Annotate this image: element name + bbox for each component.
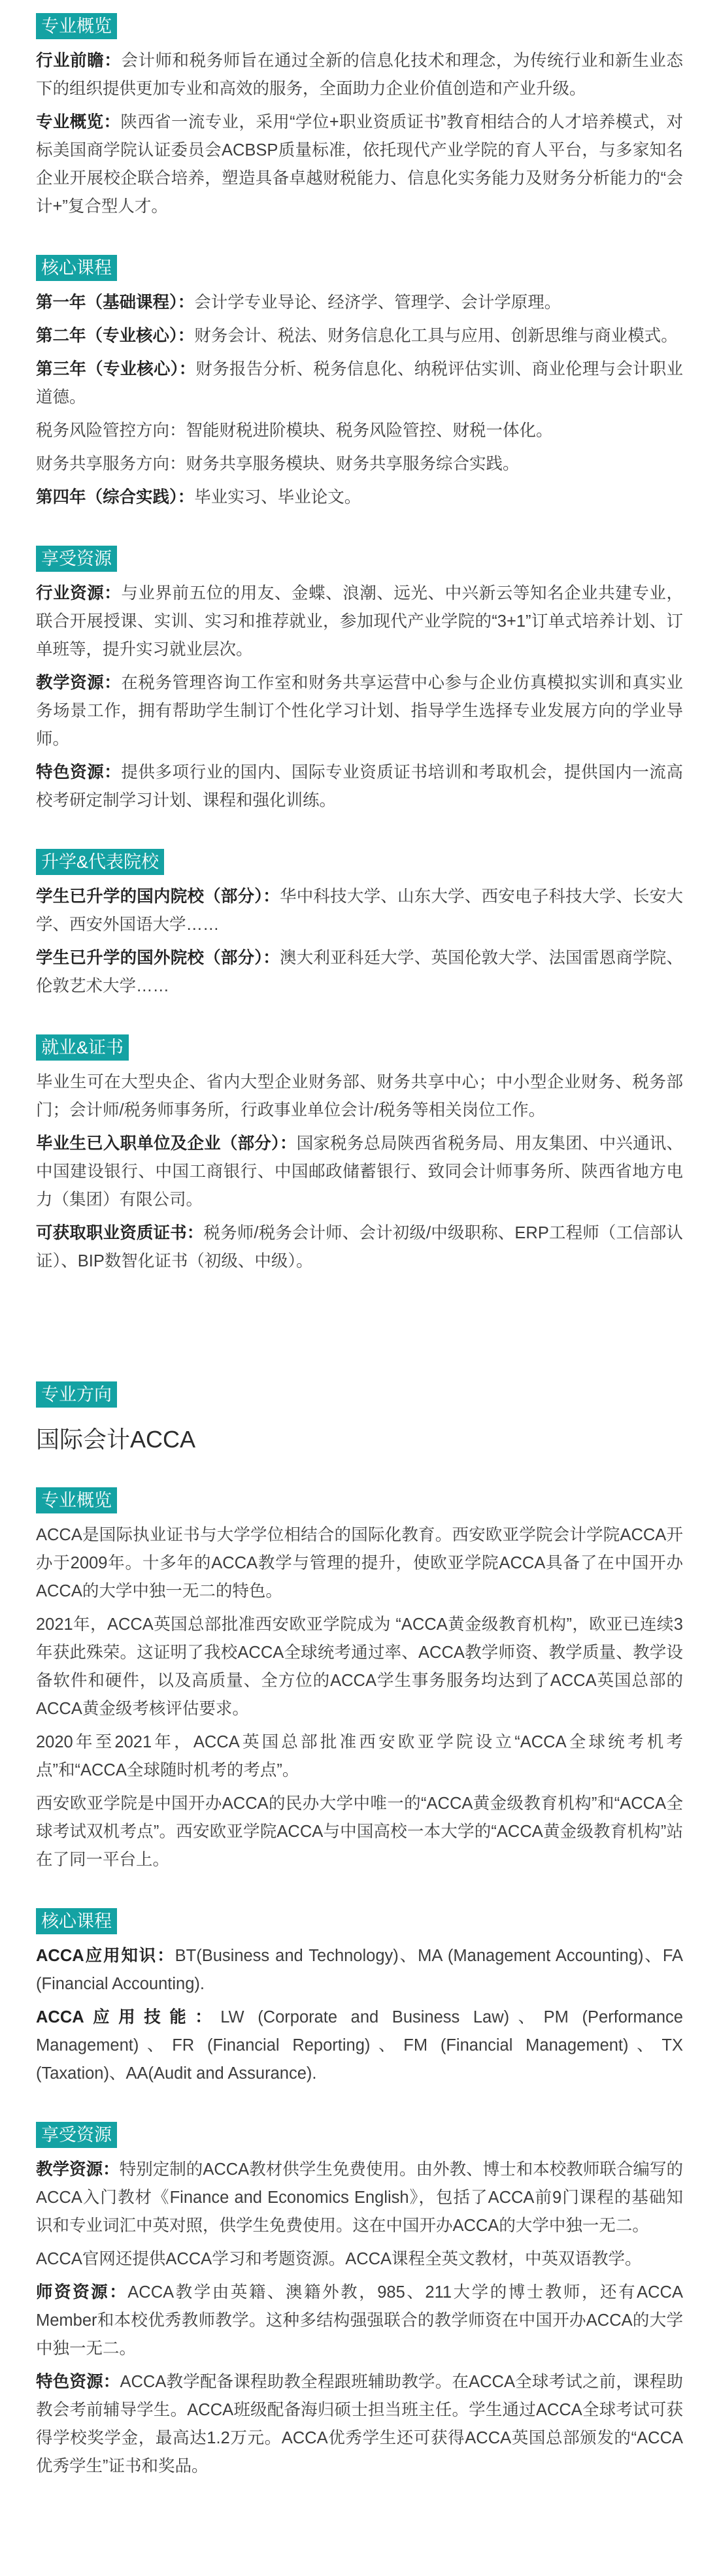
paragraph [36, 322, 683, 350]
text: 华中科技大学、山东大学、西安电子科技大学、长安大学、西安外国语大学…… [36, 887, 683, 934]
text: 与业界前五位的用友、金蝶、浪潮、远光、中兴新云等知名企业共建专业，联合开展授课、实训、实习和推荐就业，参加现代产业学院的“3+1”订单式培养计划、订单班等，提升实习就业层次。 [36, 584, 683, 659]
page-title: 国际会计ACCA [36, 1426, 196, 1453]
section-tag: 核心课程 [36, 255, 117, 281]
direction-header [36, 1381, 683, 1456]
paragraph: 毕业生可在大型央企、省内大型企业财务部、财务共享中心；中小型企业财务、税务部门；会计师/税务师事务所，行政事业单位会计/税务等相关岗位工作。 [36, 1073, 683, 1119]
text: 会计学专业导论、经济学、管理学、会计学原理。 [194, 293, 561, 312]
text: LW (Corporate and Business Law)、PM (Performance Management)、FR (Financial Reporting)、FM (Financial Management)、TX (Taxation)、AA(Audit and Assurance). [36, 2008, 683, 2083]
label: 教学资源： [36, 2160, 120, 2179]
label: 教学资源： [36, 674, 122, 692]
paragraph: 2021年，ACCA英国总部批准西安欧亚学院成为 “ACCA黄金级教育机构”，欧亚已连续3年获此殊荣。这证明了我校ACCA全球统考通过率、ACCA教学师资、教学质量、教学设备软件和硬件，以及高质量、全方位的ACCA学生事务服务均达到了ACCA英国总部的ACCA黄金级考核评估要求。 [36, 1615, 683, 1718]
paragraph: ACCA官网还提供ACCA学习和考题资源。ACCA课程全英文教材，中英双语教学。 [36, 2250, 642, 2268]
paragraph [36, 108, 683, 221]
text: 澳大利亚科廷大学、英国伦敦大学、法国雷恩商学院、伦敦艺术大学…… [36, 949, 683, 995]
paragraph [36, 484, 683, 512]
label: 行业资源： [36, 584, 122, 603]
text: ACCA教学由英籍、澳籍外教，985、211大学的博士教师，还有ACCA Member和本校优秀教师教学。这种多结构强强联合的教学师资在中国开办ACCA的大学中独一无二。 [36, 2283, 683, 2358]
section-tag: 专业概览 [36, 13, 117, 39]
paragraph [36, 669, 683, 753]
paragraph: 税务风险管控方向：智能财税进阶模块、税务风险管控、财税一体化。 [36, 421, 553, 440]
paragraph [36, 2368, 683, 2481]
paragraph: 西安欧亚学院是中国开办ACCA的民办大学中唯一的“ACCA黄金级教育机构”和“ACCA全球考试双机考点”。西安欧亚学院ACCA与中国高校一本大学的“ACCA黄金级教育机构”站在了同一平台上。 [36, 1794, 683, 1869]
label: 学生已升学的国内院校（部分）： [36, 887, 280, 906]
section-acca-courses [36, 1908, 683, 2088]
paragraph [36, 289, 683, 317]
label: 第四年（综合实践）： [36, 488, 195, 506]
paragraph [36, 759, 683, 815]
section-overview [36, 13, 683, 221]
section-tag: 核心课程 [36, 1908, 117, 1934]
text: 陕西省一流专业，采用“学位+职业资质证书”教育相结合的人才培养模式，对标美国商学院认证委员会ACBSP质量标准，依托现代产业学院的育人平台，与多家知名企业开展校企联合培养，塑造具备卓越财税能力、信息化实务能力及财务分析能力的“会计+”复合型人才。 [36, 113, 683, 216]
text: 毕业实习、毕业论文。 [194, 488, 361, 506]
label: 学生已升学的国外院校（部分）： [36, 949, 280, 967]
text: 特别定制的ACCA教材供学生免费使用。由外教、博士和本校教师联合编写的ACCA入门教材《Finance and Economics English》，包括了ACCA前9门课程的基础知识和专业词汇中英对照，供学生免费使用。这在中国开办ACCA的大学中独一无二。 [36, 2160, 683, 2235]
text: 提供多项行业的国内、国际专业资质证书培训和考取机会，提供国内一流高校考研定制学习计划、课程和强化训练。 [36, 763, 683, 810]
section-acca-overview [36, 1487, 683, 1874]
paragraph [36, 944, 683, 1000]
section-resources [36, 546, 683, 815]
text: 财务报告分析、税务信息化、纳税评估实训、商业伦理与会计职业道德。 [36, 360, 683, 406]
paragraph: ACCA是国际执业证书与大学学位相结合的国际化教育。西安欧亚学院会计学院ACCA开办于2009年。十多年的ACCA教学与管理的提升，使欧亚学院ACCA具备了在中国开办ACCA的大学中独一无二的特色。 [36, 1526, 683, 1600]
paragraph [36, 355, 683, 412]
paragraph [36, 2004, 683, 2088]
paragraph [36, 1942, 683, 1998]
label: 第二年（专业核心）： [36, 327, 195, 345]
text: ACCA教学配备课程助教全程跟班辅助教学。在ACCA全球考试之前，课程助教会考前辅导学生。ACCA班级配备海归硕士担当班主任。学生通过ACCA全球考试可获得学校奖学金，最高达1.2万元。ACCA优秀学生还可获得ACCA英国总部颁发的“ACCA优秀学生”证书和奖品。 [36, 2373, 683, 2475]
label: 师资资源： [36, 2283, 128, 2302]
section-employment [36, 1034, 683, 1276]
paragraph [36, 1219, 683, 1276]
text: 税务师/税务会计师、会计初级/中级职称、ERP工程师（工信部认证）、BIP数智化证书（初级、中级）。 [36, 1224, 683, 1270]
text: 在税务管理咨询工作室和财务共享运营中心参与企业仿真模拟实训和真实业务场景工作，拥有帮助学生制订个性化学习计划、指导学生选择专业发展方向的学业导师。 [36, 674, 683, 748]
paragraph [36, 580, 683, 664]
text: 财务会计、税法、财务信息化工具与应用、创新思维与商业模式。 [194, 327, 678, 345]
paragraph [36, 47, 683, 103]
section-tag: 升学&代表院校 [36, 849, 164, 875]
label: 第一年（基础课程）： [36, 293, 195, 312]
paragraph [36, 1130, 683, 1214]
text: 国家税务总局陕西省税务局、用友集团、中兴通讯、中国建设银行、中国工商银行、中国邮政储蓄银行、致同会计师事务所、陕西省地方电力（集团）有限公司。 [36, 1134, 683, 1209]
label: 毕业生已入职单位及企业（部分）： [36, 1134, 297, 1153]
text: 会计师和税务师旨在通过全新的信息化技术和理念，为传统行业和新生业态下的组织提供更加专业和高效的服务，全面助力企业价值创造和产业升级。 [36, 52, 683, 98]
section-tag: 就业&证书 [36, 1034, 129, 1061]
section-tag: 享受资源 [36, 2122, 117, 2148]
label: 特色资源： [36, 2373, 120, 2391]
text: BT(Business and Technology)、MA (Management Accounting)、FA (Financial Accounting). [36, 1947, 684, 1993]
label: 专业概览： [36, 113, 121, 131]
label: ACCA应用知识： [36, 1947, 175, 1965]
paragraph: 2020年至2021年，ACCA英国总部批准西安欧亚学院设立“ACCA全球统考机考点”和“ACCA全球随时机考的考点”。 [36, 1733, 683, 1779]
section-tag: 享受资源 [36, 546, 117, 572]
section-tag: 专业概览 [36, 1487, 117, 1513]
section-acca-resources [36, 2122, 683, 2481]
paragraph: 财务共享服务方向：财务共享服务模块、财务共享服务综合实践。 [36, 455, 520, 473]
label: 第三年（专业核心）： [36, 360, 196, 378]
spacer [36, 1310, 683, 1381]
section-further-study [36, 849, 683, 1000]
section-core-courses [36, 255, 683, 512]
label: 特色资源： [36, 763, 122, 782]
paragraph [36, 2279, 683, 2363]
paragraph [36, 2156, 683, 2240]
label: ACCA应用技能： [36, 2008, 221, 2026]
label: 行业前瞻： [36, 52, 122, 70]
section-tag: 专业方向 [36, 1381, 117, 1408]
label: 可获取职业资质证书： [36, 1224, 204, 1242]
paragraph [36, 883, 683, 939]
